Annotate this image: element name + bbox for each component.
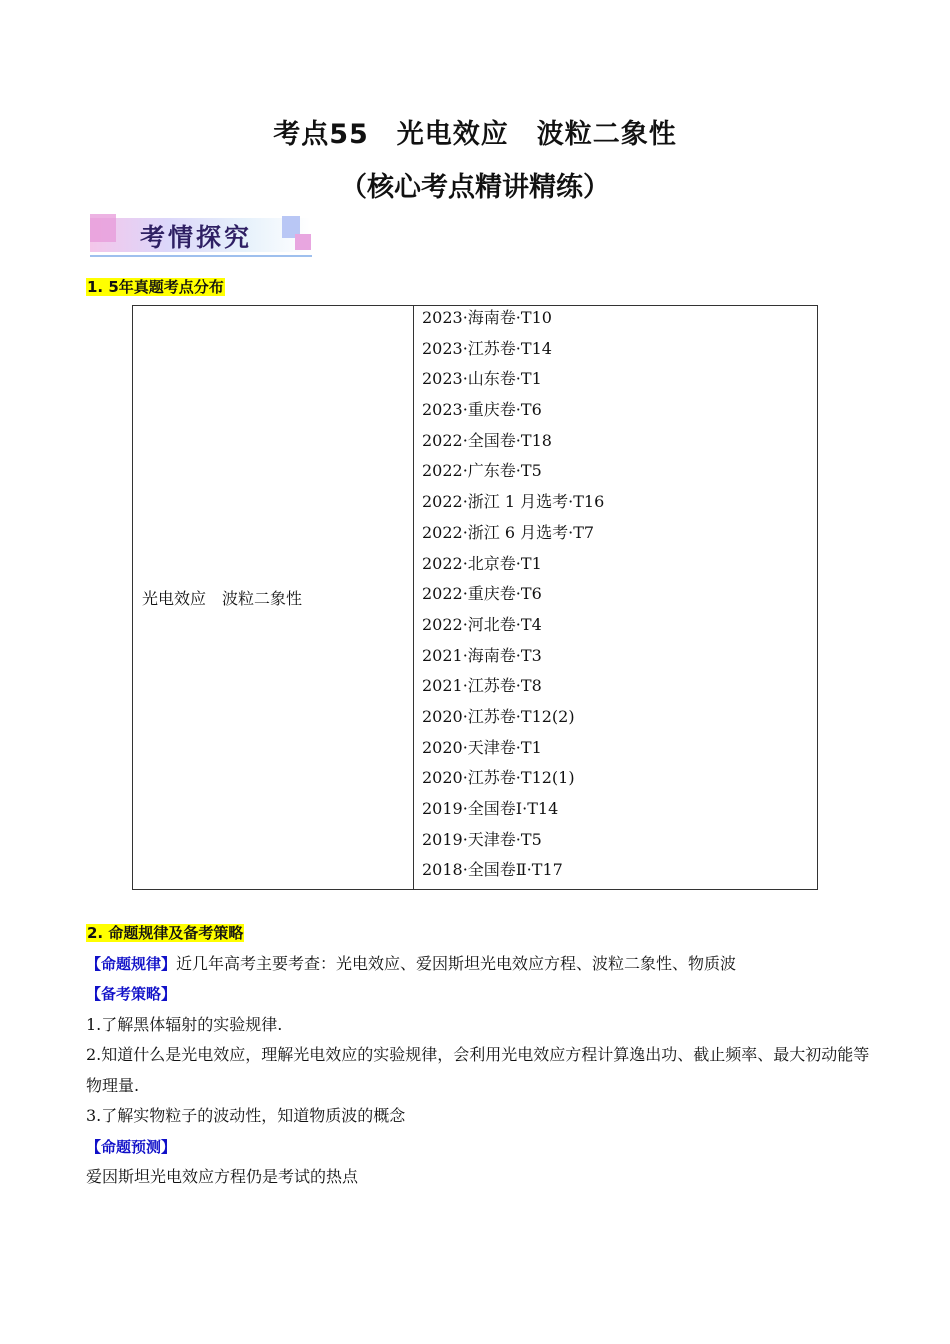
list-item: 2023·江苏卷·T14	[422, 338, 552, 358]
list-item: 2022·浙江 1 月选考·T16	[422, 492, 605, 512]
rule-label: 【命题规律】	[86, 954, 177, 973]
list-item: 2023·山东卷·T1	[422, 369, 542, 389]
list-item: 2020·天津卷·T1	[422, 737, 542, 757]
strategy-item: 1.了解黑体辐射的实验规律.	[86, 1014, 283, 1034]
strategy-item: 3.了解实物粒子的波动性，知道物质波的概念	[86, 1106, 406, 1125]
table-row	[133, 306, 818, 890]
section2-heading-text: 2. 命题规律及备考策略	[87, 924, 244, 942]
section1-heading-text: 1. 5年真题考点分布	[87, 278, 224, 296]
page-title: 考点55 光电效应 波粒二象性	[273, 119, 677, 150]
exam-list-cell	[414, 306, 818, 890]
strategy-label: 【备考策略】	[86, 985, 177, 1003]
list-item: 2023·重庆卷·T6	[422, 400, 542, 420]
rule-text: 近几年高考主要考查：光电效应、爱因斯坦光电效应方程、波粒二象性、物质波	[176, 953, 737, 973]
list-item: 2022·广东卷·T5	[422, 461, 542, 481]
list-item: 2022·北京卷·T1	[422, 553, 542, 573]
list-item: 2020·江苏卷·T12(1)	[422, 768, 575, 788]
list-item: 2020·江苏卷·T12(2)	[422, 706, 575, 726]
rule-paragraph	[86, 949, 876, 980]
section-banner	[90, 214, 312, 258]
list-item: 2021·江苏卷·T8	[422, 676, 542, 696]
list-item: 2022·重庆卷·T6	[422, 584, 542, 604]
list-item: 2023·海南卷·T10	[422, 308, 552, 327]
forecast-text: 爱因斯坦光电效应方程仍是考试的热点	[86, 1167, 359, 1186]
list-item: 2019·全国卷Ⅰ·T14	[422, 799, 559, 818]
strategy-label-line	[86, 979, 876, 1010]
section1-heading	[86, 276, 225, 297]
section2-heading	[86, 918, 876, 949]
forecast-label-line	[86, 1132, 876, 1163]
banner-underline	[90, 255, 312, 257]
topic-cell: 光电效应 波粒二象性	[133, 306, 414, 890]
forecast-label: 【命题预测】	[86, 1137, 177, 1156]
section2	[86, 918, 876, 1193]
list-item: 2018·全国卷Ⅱ·T17	[422, 860, 563, 880]
list-item: 2022·河北卷·T4	[422, 614, 542, 634]
banner-decoration-right-bottom	[295, 234, 311, 250]
list-item: 2022·浙江 6 月选考·T7	[422, 522, 595, 542]
exam-distribution-table	[132, 305, 818, 890]
list-item: 2019·天津卷·T5	[422, 829, 542, 849]
list-item: 2022·全国卷·T18	[422, 430, 552, 450]
page-subtitle: （核心考点精讲精练）	[340, 172, 610, 203]
banner-text: 考情探究	[140, 223, 253, 252]
strategy-item: 2.知道什么是光电效应，理解光电效应的实验规律，会利用光电效应方程计算逸出功、截止频率、最大初动能等物理量.	[86, 1045, 870, 1095]
list-item: 2021·海南卷·T3	[422, 645, 542, 665]
banner-decoration-left	[90, 214, 116, 242]
